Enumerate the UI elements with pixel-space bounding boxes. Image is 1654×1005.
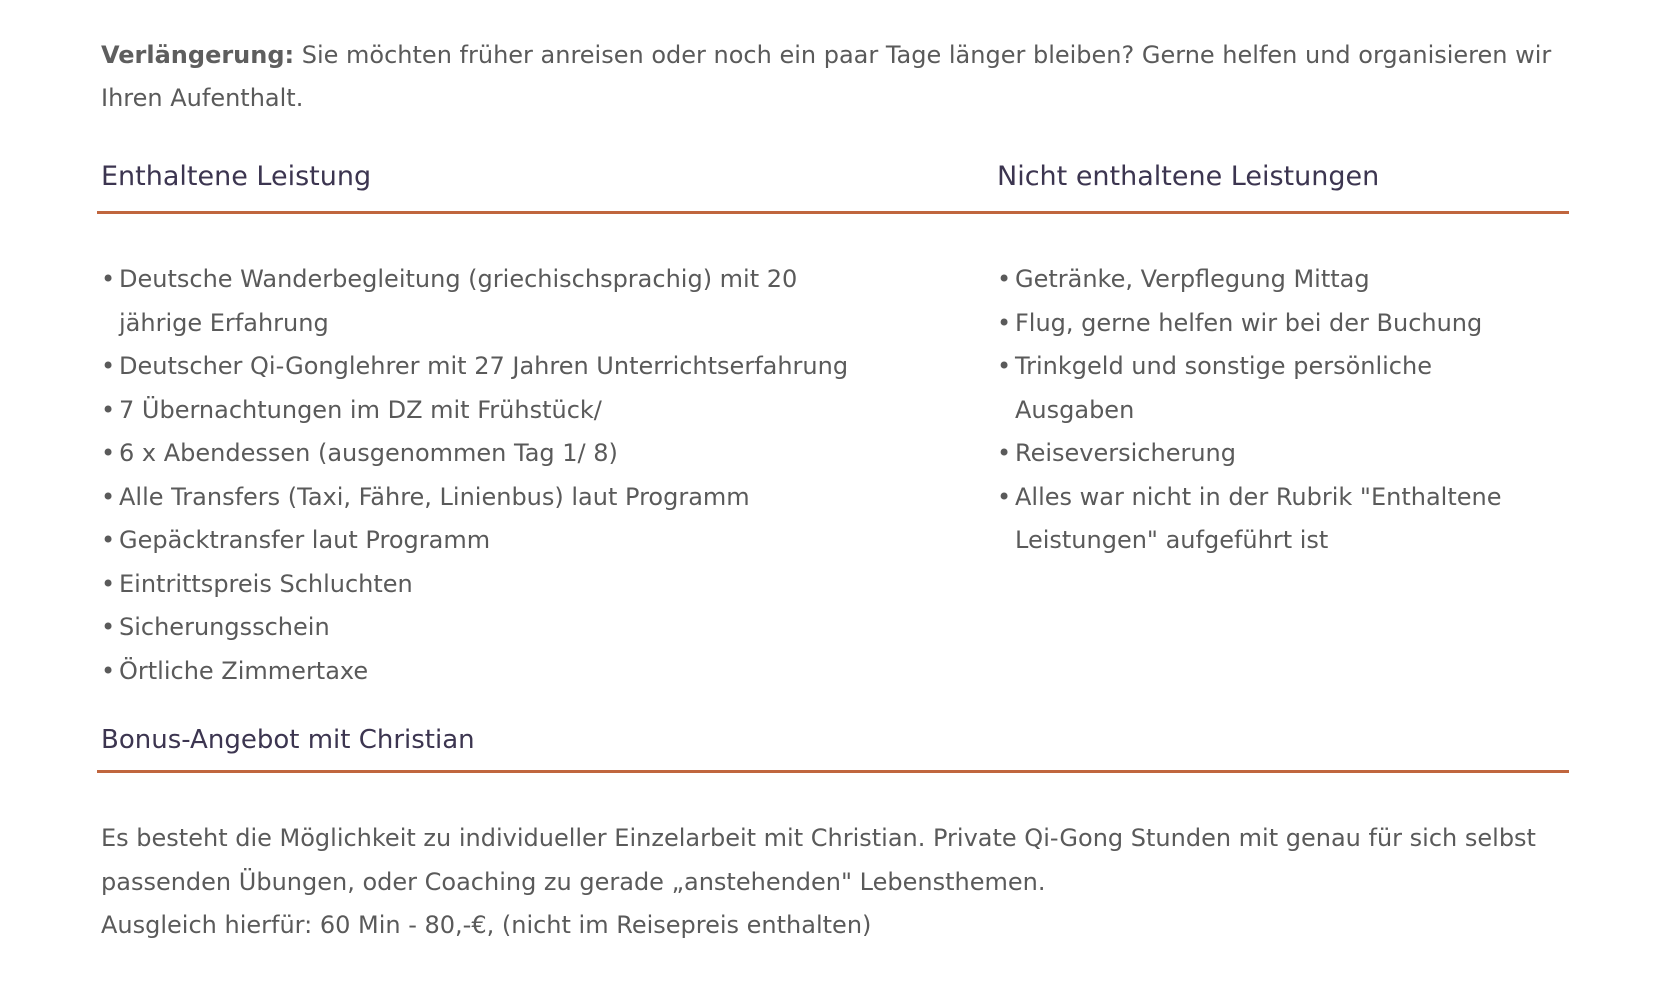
included-item-text: Deutscher Qi-Gonglehrer mit 27 Jahren Unterrichtserfahrung [119,352,849,380]
included-item-text: Örtliche Zimmertaxe [119,656,369,685]
list-item [997,302,1557,346]
bullet: • [997,308,1012,337]
list-item [997,345,1557,432]
list-item [101,563,861,607]
list-item [997,258,1557,302]
bullet: • [101,395,116,424]
list-item [101,519,861,563]
list-item [101,345,861,389]
bonus-description [101,817,1561,948]
extension-note [101,34,1561,120]
bullet: • [101,569,116,598]
bullet: • [101,439,116,467]
included-services-list [101,258,861,693]
included-item-text: Eintrittspreis Schluchten [119,569,413,598]
list-item [101,432,861,476]
bullet: • [997,482,1012,511]
bonus-divider [97,770,1569,773]
list-item [101,606,861,650]
extension-text: Sie möchten früher anreisen oder noch ein paar Tage länger bleiben? Gerne helfen und organisieren wir Ihren Aufenthalt. [101,41,1552,112]
excluded-item-text: Alles war nicht in der Rubrik "Enthaltene Leistungen" aufgeführt ist [1015,482,1502,554]
excluded-services-heading: Nicht enthaltene Leistungen [997,161,1380,192]
list-item [101,258,861,345]
excluded-item-text: Trinkgeld und sonstige persönliche Ausgaben [1015,352,1432,424]
list-item [101,476,861,520]
bullet: • [101,352,116,380]
included-item-text: Sicherungsschein [119,613,330,641]
included-item-text: Deutsche Wanderbegleitung (griechischsprachig) mit 20 jährige Erfahrung [119,265,798,337]
extension-label: Verlängerung: [101,41,295,69]
bullet: • [101,265,116,293]
list-item [101,650,861,694]
bullet: • [101,613,116,641]
services-divider [97,211,1569,214]
included-item-text: Alle Transfers (Taxi, Fähre, Linienbus) laut Programm [119,482,750,511]
excluded-item-text: Getränke, Verpflegung Mittag [1015,265,1370,293]
included-item-text: Gepäcktransfer laut Programm [119,526,491,554]
bullet: • [997,352,1012,380]
list-item [997,432,1557,476]
excluded-item-text: Reiseversicherung [1015,439,1237,467]
included-services-heading: Enthaltene Leistung [101,161,372,192]
included-item-text: 7 Übernachtungen im DZ mit Frühstück/ [119,395,602,424]
bullet: • [101,482,116,511]
bonus-paragraph: Es besteht die Möglichkeit zu individueller Einzelarbeit mit Christian. Private Qi-Gong Stunden mit genau für sich selbst passenden Übungen, oder Coaching zu gerade „anstehenden" Lebensthemen. [101,824,1536,896]
bonus-offer-heading: Bonus-Angebot mit Christian [101,725,475,755]
bonus-price-line: Ausgleich hierfür: 60 Min - 80,-€, (nicht im Reisepreis enthalten) [101,911,872,939]
excluded-item-text: Flug, gerne helfen wir bei der Buchung [1015,308,1483,337]
excluded-services-list [997,258,1557,563]
bullet: • [101,526,116,554]
bullet: • [997,265,1012,293]
bullet: • [997,439,1012,467]
bullet: • [101,656,116,685]
list-item [997,476,1557,563]
list-item [101,389,861,433]
included-item-text: 6 x Abendessen (ausgenommen Tag 1/ 8) [119,439,618,467]
